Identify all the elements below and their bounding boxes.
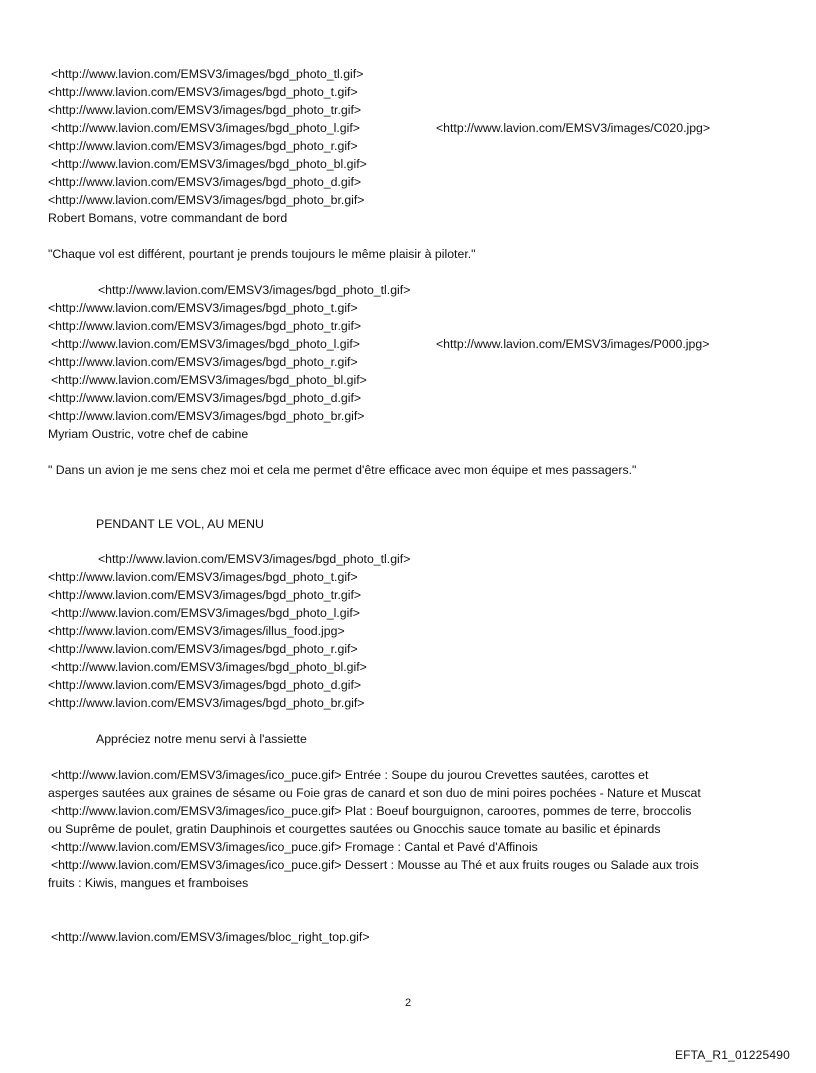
image-link: <http://www.lavion.com/EMSV3/images/bgd_photo_r.gif> [48,355,358,369]
menu-line: ou Suprême de poulet, gratin Dauphinois et courgettes sautées ou Gnocchis sauce tomate au basilic et épinards [48,822,661,836]
image-link: <http://www.lavion.com/EMSV3/images/bgd_photo_bl.gif> [51,373,367,387]
photo-caption: Myriam Oustric, votre chef de cabine [48,427,249,441]
image-link: <http://www.lavion.com/EMSV3/images/bgd_photo_br.gif> [48,409,365,423]
photo-caption: Robert Bomans, votre commandant de bord [48,211,288,225]
image-link: <http://www.lavion.com/EMSV3/images/bgd_photo_tl.gif> [98,283,411,297]
menu-line: asperges sautées aux graines de sésame ou Foie gras de canard et son duo de mini poires pochées - Nature et Muscat [48,786,701,800]
image-link: <http://www.lavion.com/EMSV3/images/bgd_photo_l.gif> [51,121,360,135]
quote: " Dans un avion je me sens chez moi et cela me permet d'être efficace avec mon équipe et mes passagers." [48,463,637,477]
menu-line: <http://www.lavion.com/EMSV3/images/ico_puce.gif> Fromage : Cantal et Pavé d'Affinois [51,840,538,854]
image-link: <http://www.lavion.com/EMSV3/images/bgd_photo_br.gif> [48,696,365,710]
image-link: <http://www.lavion.com/EMSV3/images/bgd_photo_tr.gif> [48,103,362,117]
image-link: <http://www.lavion.com/EMSV3/images/bgd_photo_tl.gif> [51,67,364,81]
image-link: <http://www.lavion.com/EMSV3/images/bloc_right_top.gif> [51,930,370,944]
image-link: <http://www.lavion.com/EMSV3/images/bgd_photo_d.gif> [48,175,362,189]
quote: "Chaque vol est différent, pourtant je prends toujours le même plaisir à piloter." [48,247,476,261]
section-heading: PENDANT LE VOL, AU MENU [96,517,264,531]
image-link: <http://www.lavion.com/EMSV3/images/bgd_photo_r.gif> [48,139,358,153]
image-link: <http://www.lavion.com/EMSV3/images/illus_food.jpg> [48,624,345,638]
image-link: <http://www.lavion.com/EMSV3/images/bgd_photo_r.gif> [48,642,358,656]
image-link: <http://www.lavion.com/EMSV3/images/bgd_photo_t.gif> [48,301,358,315]
image-link: <http://www.lavion.com/EMSV3/images/bgd_photo_d.gif> [48,391,362,405]
menu-line: <http://www.lavion.com/EMSV3/images/ico_puce.gif> Plat : Boeuf bourguignon, caroотes, pommes de terre, broccolis [51,804,692,818]
image-link: <http://www.lavion.com/EMSV3/images/bgd_photo_d.gif> [48,678,362,692]
photo-link: <http://www.lavion.com/EMSV3/images/P000.jpg> [436,337,710,351]
photo-link: <http://www.lavion.com/EMSV3/images/C020.jpg> [436,121,711,135]
image-link: <http://www.lavion.com/EMSV3/images/bgd_photo_t.gif> [48,85,358,99]
image-link: <http://www.lavion.com/EMSV3/images/bgd_photo_tl.gif> [98,552,411,566]
image-link: <http://www.lavion.com/EMSV3/images/bgd_photo_l.gif> [51,606,360,620]
page-number: 2 [404,997,412,1009]
menu-line: <http://www.lavion.com/EMSV3/images/ico_puce.gif> Entrée : Soupe du jourou Crevettes sautées, carottes et [51,768,649,782]
menu-intro: Appréciez notre menu servi à l'assiette [96,732,307,746]
image-link: <http://www.lavion.com/EMSV3/images/bgd_photo_l.gif> [51,337,360,351]
image-link: <http://www.lavion.com/EMSV3/images/bgd_photo_t.gif> [48,570,358,584]
menu-line: <http://www.lavion.com/EMSV3/images/ico_puce.gif> Dessert : Mousse au Thé et aux fruits rouges ou Salade aux trois [51,858,699,872]
image-link: <http://www.lavion.com/EMSV3/images/bgd_photo_bl.gif> [51,157,367,171]
document-id: EFTA_R1_01225490 [674,1048,790,1062]
image-link: <http://www.lavion.com/EMSV3/images/bgd_photo_tr.gif> [48,588,362,602]
image-link: <http://www.lavion.com/EMSV3/images/bgd_photo_br.gif> [48,193,365,207]
image-link: <http://www.lavion.com/EMSV3/images/bgd_photo_bl.gif> [51,660,367,674]
menu-line: fruits : Kiwis, mangues et framboises [48,876,249,890]
image-link: <http://www.lavion.com/EMSV3/images/bgd_photo_tr.gif> [48,319,362,333]
